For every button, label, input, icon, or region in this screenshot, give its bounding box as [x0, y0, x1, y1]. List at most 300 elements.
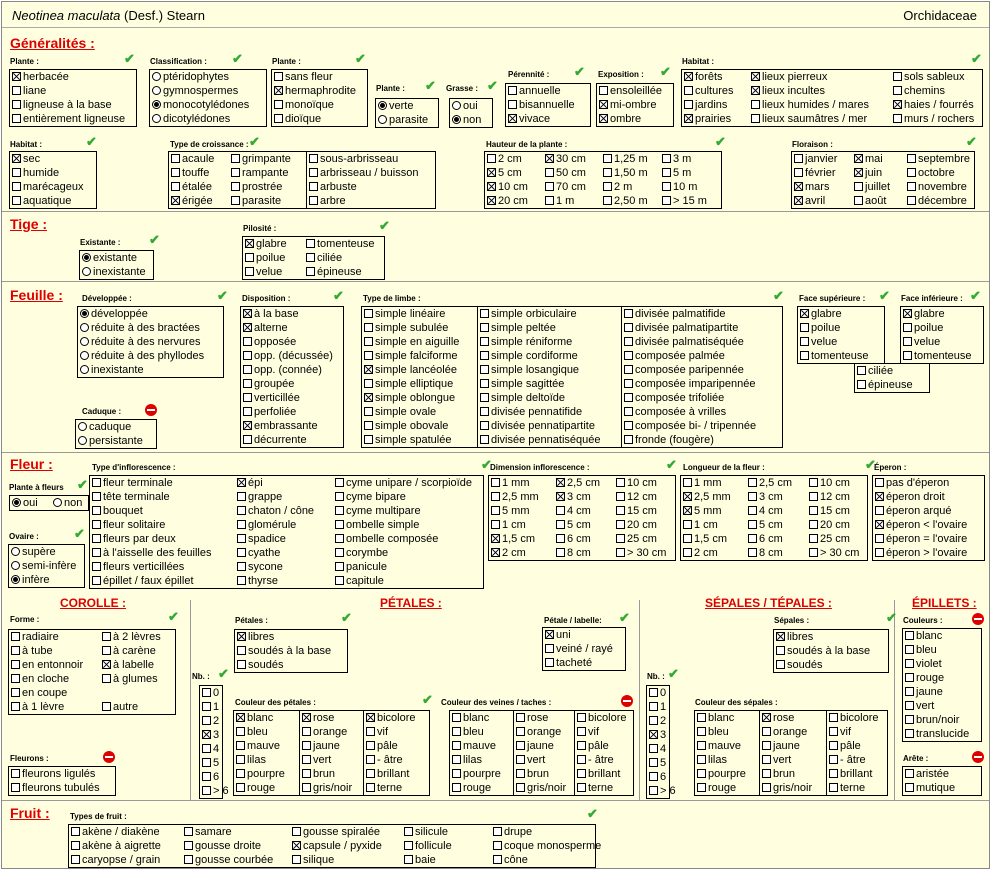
option-vif[interactable]	[577, 726, 599, 739]
option-a-tube[interactable]	[11, 645, 53, 658]
checkbox[interactable]	[102, 702, 111, 711]
option-supere[interactable]	[11, 546, 56, 559]
checkbox[interactable]	[577, 741, 586, 750]
checkbox[interactable]	[102, 660, 111, 669]
checkbox[interactable]	[11, 632, 20, 641]
checkbox[interactable]	[577, 755, 586, 764]
option-orange[interactable]	[516, 726, 561, 739]
checkbox[interactable]	[516, 741, 525, 750]
option-non[interactable]	[452, 114, 481, 127]
option-ligneuse-a-la-base[interactable]	[12, 99, 112, 112]
option-ombelle-composee[interactable]	[335, 533, 438, 546]
checkbox[interactable]	[545, 154, 554, 163]
option-8-cm[interactable]	[748, 547, 783, 560]
checkbox[interactable]	[556, 478, 565, 487]
option-simple-ovale[interactable]	[364, 406, 436, 419]
checkbox[interactable]	[237, 576, 246, 585]
option-1-mm[interactable]	[491, 477, 530, 490]
checkbox[interactable]	[92, 478, 101, 487]
option-glomerule[interactable]	[237, 519, 296, 532]
option-grimpante[interactable]	[231, 153, 291, 166]
checkbox[interactable]	[875, 534, 884, 543]
option-terne[interactable]	[829, 782, 865, 795]
option-cyme-bipare[interactable]	[335, 491, 406, 504]
checkbox[interactable]	[794, 182, 803, 191]
checkbox[interactable]	[493, 827, 502, 836]
option-hermaphrodite[interactable]	[274, 85, 356, 98]
option-bicolore[interactable]	[577, 712, 627, 725]
option-simple-falciforme[interactable]	[364, 350, 458, 363]
checkbox[interactable]	[829, 769, 838, 778]
option-parasite[interactable]	[231, 195, 281, 208]
checkbox[interactable]	[748, 520, 757, 529]
checkbox[interactable]	[102, 646, 111, 655]
checkbox[interactable]	[907, 196, 916, 205]
checkbox[interactable]	[903, 337, 912, 346]
checkbox[interactable]	[92, 506, 101, 515]
checkbox[interactable]	[364, 351, 373, 360]
checkbox[interactable]	[404, 841, 413, 850]
option-capitule[interactable]	[335, 575, 384, 588]
option-2-5-cm[interactable]	[556, 477, 600, 490]
option-reduite-a-des-nervures[interactable]	[80, 336, 200, 349]
radio-button[interactable]	[80, 365, 89, 374]
option-fleurs-verticillees[interactable]	[92, 561, 184, 574]
checkbox[interactable]	[907, 182, 916, 191]
checkbox[interactable]	[366, 727, 375, 736]
checkbox[interactable]	[556, 492, 565, 501]
checkbox[interactable]	[603, 168, 612, 177]
checkbox[interactable]	[302, 727, 311, 736]
option-2[interactable]	[202, 715, 219, 728]
option-4-cm[interactable]	[556, 505, 591, 518]
option-touffe[interactable]	[171, 167, 209, 180]
checkbox[interactable]	[243, 323, 252, 332]
checkbox[interactable]	[875, 478, 884, 487]
option-rose[interactable]	[516, 712, 548, 725]
checkbox[interactable]	[243, 379, 252, 388]
option-humide[interactable]	[12, 167, 59, 180]
option-simple-orbiculaire[interactable]	[480, 308, 577, 321]
checkbox[interactable]	[854, 196, 863, 205]
checkbox[interactable]	[624, 365, 633, 374]
checkbox[interactable]	[302, 755, 311, 764]
checkbox[interactable]	[516, 783, 525, 792]
option-dioique[interactable]	[274, 113, 321, 126]
option-3-cm[interactable]	[556, 491, 591, 504]
option-4[interactable]	[649, 743, 666, 756]
checkbox[interactable]	[292, 855, 301, 864]
checkbox[interactable]	[762, 783, 771, 792]
checkbox[interactable]	[616, 534, 625, 543]
option-1-mm[interactable]	[683, 477, 722, 490]
checkbox[interactable]	[683, 478, 692, 487]
checkbox[interactable]	[309, 154, 318, 163]
option-5-mm[interactable]	[683, 505, 722, 518]
checkbox[interactable]	[683, 548, 692, 557]
option-velue[interactable]	[903, 336, 940, 349]
checkbox[interactable]	[452, 727, 461, 736]
checkbox[interactable]	[748, 478, 757, 487]
option-arbrisseau-buisson[interactable]	[309, 167, 418, 180]
option-chaton-cone[interactable]	[237, 505, 314, 518]
checkbox[interactable]	[309, 196, 318, 205]
checkbox[interactable]	[237, 632, 246, 641]
checkbox[interactable]	[809, 548, 818, 557]
option-reduite-a-des-bractees[interactable]	[80, 322, 200, 335]
option-5-mm[interactable]	[491, 505, 530, 518]
option-fleurs-par-deux[interactable]	[92, 533, 176, 546]
option-jaune[interactable]	[516, 740, 554, 753]
checkbox[interactable]	[776, 632, 785, 641]
radio-button[interactable]	[80, 351, 89, 360]
checkbox[interactable]	[243, 393, 252, 402]
option-4-cm[interactable]	[748, 505, 783, 518]
checkbox[interactable]	[649, 758, 658, 767]
option-1-5-cm[interactable]	[683, 533, 727, 546]
option-caryopse-grain[interactable]	[71, 854, 160, 867]
checkbox[interactable]	[364, 309, 373, 318]
checkbox[interactable]	[516, 769, 525, 778]
option-a-glumes[interactable]	[102, 673, 158, 686]
option-tomenteuse[interactable]	[800, 350, 868, 363]
checkbox[interactable]	[697, 741, 706, 750]
checkbox[interactable]	[202, 730, 211, 739]
option-rose[interactable]	[302, 712, 334, 725]
option-blanc[interactable]	[697, 712, 734, 725]
checkbox[interactable]	[11, 646, 20, 655]
option-veine-raye[interactable]	[545, 643, 613, 656]
option-12-cm[interactable]	[809, 491, 850, 504]
option-vif[interactable]	[829, 726, 851, 739]
checkbox[interactable]	[893, 114, 902, 123]
checkbox[interactable]	[684, 72, 693, 81]
option-mutique[interactable]	[905, 782, 955, 795]
checkbox[interactable]	[905, 645, 914, 654]
option-embrassante[interactable]	[243, 420, 318, 433]
checkbox[interactable]	[905, 729, 914, 738]
option-15-cm[interactable]	[809, 505, 850, 518]
checkbox[interactable]	[905, 659, 914, 668]
checkbox[interactable]	[800, 337, 809, 346]
option-brillant[interactable]	[366, 768, 409, 781]
option-jardins[interactable]	[684, 99, 727, 112]
option-opp-decussee[interactable]	[243, 350, 333, 363]
option-en-entonnoir[interactable]	[11, 659, 83, 672]
option-bicolore[interactable]	[366, 712, 416, 725]
checkbox[interactable]	[480, 309, 489, 318]
checkbox[interactable]	[857, 380, 866, 389]
option-silique[interactable]	[292, 854, 334, 867]
option-8-cm[interactable]	[556, 547, 591, 560]
option-libres[interactable]	[776, 631, 813, 644]
checkbox[interactable]	[577, 713, 586, 722]
checkbox[interactable]	[302, 769, 311, 778]
checkbox[interactable]	[243, 337, 252, 346]
option-tete-terminale[interactable]	[92, 491, 170, 504]
checkbox[interactable]	[829, 783, 838, 792]
option-simple-elliptique[interactable]	[364, 378, 453, 391]
checkbox[interactable]	[245, 267, 254, 276]
option-bicolore[interactable]	[829, 712, 879, 725]
radio-button[interactable]	[80, 309, 89, 318]
checkbox[interactable]	[905, 715, 914, 724]
option-1-50-m[interactable]	[603, 167, 648, 180]
option-avril[interactable]	[794, 195, 825, 208]
option-2-cm[interactable]	[487, 153, 522, 166]
checkbox[interactable]	[854, 168, 863, 177]
option-5-cm[interactable]	[487, 167, 522, 180]
checkbox[interactable]	[245, 239, 254, 248]
radio-button[interactable]	[152, 100, 161, 109]
option-10-cm[interactable]	[809, 477, 850, 490]
option-5-cm[interactable]	[556, 519, 591, 532]
option-radiaire[interactable]	[11, 631, 59, 644]
checkbox[interactable]	[292, 827, 301, 836]
checkbox[interactable]	[907, 154, 916, 163]
option-drupe[interactable]	[493, 826, 532, 839]
option-uni[interactable]	[545, 629, 571, 642]
option-simple-deltoide[interactable]	[480, 392, 565, 405]
checkbox[interactable]	[545, 182, 554, 191]
checkbox[interactable]	[905, 783, 914, 792]
option-pale[interactable]	[366, 740, 398, 753]
option-glabre[interactable]	[800, 308, 842, 321]
checkbox[interactable]	[905, 687, 914, 696]
option-composee-trifoliee[interactable]	[624, 392, 724, 405]
radio-button[interactable]	[12, 498, 21, 507]
option-simple-en-aiguille[interactable]	[364, 336, 459, 349]
option-epi[interactable]	[237, 477, 263, 490]
option-5[interactable]	[202, 757, 219, 770]
option-composee-imparipennee[interactable]	[624, 378, 755, 391]
option-fleur-solitaire[interactable]	[92, 519, 165, 532]
checkbox[interactable]	[516, 727, 525, 736]
option-arbre[interactable]	[309, 195, 346, 208]
checkbox[interactable]	[762, 741, 771, 750]
radio-button[interactable]	[78, 422, 87, 431]
option-1[interactable]	[649, 701, 666, 714]
option-mauve[interactable]	[697, 740, 741, 753]
option-brun[interactable]	[516, 768, 549, 781]
option-cone[interactable]	[493, 854, 528, 867]
checkbox[interactable]	[800, 323, 809, 332]
checkbox[interactable]	[12, 86, 21, 95]
checkbox[interactable]	[893, 72, 902, 81]
option-rouge[interactable]	[697, 782, 736, 795]
option-divisee-pennatipartite[interactable]	[480, 420, 595, 433]
option-mars[interactable]	[794, 181, 829, 194]
option-tachete[interactable]	[545, 657, 592, 670]
checkbox[interactable]	[236, 741, 245, 750]
option-lilas[interactable]	[452, 754, 482, 767]
checkbox[interactable]	[236, 727, 245, 736]
option-a-labelle[interactable]	[102, 659, 154, 672]
checkbox[interactable]	[302, 713, 311, 722]
option-fleurons-ligules[interactable]	[11, 768, 95, 781]
checkbox[interactable]	[491, 548, 500, 557]
checkbox[interactable]	[603, 154, 612, 163]
checkbox[interactable]	[335, 548, 344, 557]
option-pale[interactable]	[829, 740, 861, 753]
checkbox[interactable]	[491, 478, 500, 487]
option-gymnospermes[interactable]	[152, 85, 238, 98]
option-brun[interactable]	[762, 768, 795, 781]
checkbox[interactable]	[292, 841, 301, 850]
checkbox[interactable]	[907, 168, 916, 177]
option-bleu[interactable]	[236, 726, 268, 739]
checkbox[interactable]	[452, 769, 461, 778]
checkbox[interactable]	[516, 713, 525, 722]
checkbox[interactable]	[624, 435, 633, 444]
checkbox[interactable]	[12, 100, 21, 109]
checkbox[interactable]	[92, 576, 101, 585]
option-brillant[interactable]	[829, 768, 872, 781]
checkbox[interactable]	[245, 253, 254, 262]
checkbox[interactable]	[903, 323, 912, 332]
checkbox[interactable]	[202, 716, 211, 725]
checkbox[interactable]	[364, 379, 373, 388]
option-oui[interactable]	[12, 497, 38, 510]
option-akene-diakene[interactable]	[71, 826, 160, 839]
checkbox[interactable]	[829, 727, 838, 736]
checkbox[interactable]	[649, 702, 658, 711]
checkbox[interactable]	[480, 407, 489, 416]
option-simple-obovale[interactable]	[364, 420, 448, 433]
option-follicule[interactable]	[404, 840, 452, 853]
checkbox[interactable]	[12, 72, 21, 81]
option-10-cm[interactable]	[487, 181, 528, 194]
checkbox[interactable]	[364, 421, 373, 430]
option-divisee-pennatisequee[interactable]	[480, 434, 600, 447]
option-2[interactable]	[649, 715, 666, 728]
option-simple-losangique[interactable]	[480, 364, 579, 377]
option-verticillee[interactable]	[243, 392, 300, 405]
option-decembre[interactable]	[907, 195, 967, 208]
checkbox[interactable]	[800, 309, 809, 318]
option-6[interactable]	[649, 771, 666, 784]
option-oui[interactable]	[452, 100, 478, 113]
radio-button[interactable]	[53, 498, 62, 507]
option-opp-connee[interactable]	[243, 364, 322, 377]
option-rouge[interactable]	[905, 672, 944, 685]
option-blanc[interactable]	[905, 630, 942, 643]
checkbox[interactable]	[905, 673, 914, 682]
option-vert[interactable]	[905, 700, 934, 713]
option-25-cm[interactable]	[616, 533, 657, 546]
checkbox[interactable]	[236, 713, 245, 722]
checkbox[interactable]	[366, 741, 375, 750]
checkbox[interactable]	[309, 168, 318, 177]
option-monoique[interactable]	[274, 99, 334, 112]
checkbox[interactable]	[487, 168, 496, 177]
option-pteridophytes[interactable]	[152, 71, 229, 84]
option-sec[interactable]	[12, 153, 40, 166]
option-mai[interactable]	[854, 153, 883, 166]
checkbox[interactable]	[748, 506, 757, 515]
checkbox[interactable]	[624, 309, 633, 318]
checkbox[interactable]	[480, 365, 489, 374]
option-erigee[interactable]	[171, 195, 213, 208]
checkbox[interactable]	[335, 562, 344, 571]
checkbox[interactable]	[480, 435, 489, 444]
option-mauve[interactable]	[236, 740, 280, 753]
checkbox[interactable]	[364, 407, 373, 416]
checkbox[interactable]	[71, 841, 80, 850]
option-brun-noir[interactable]	[905, 714, 959, 727]
option-liane[interactable]	[12, 85, 46, 98]
radio-button[interactable]	[82, 267, 91, 276]
checkbox[interactable]	[545, 196, 554, 205]
option-20-cm[interactable]	[616, 519, 657, 532]
checkbox[interactable]	[893, 86, 902, 95]
checkbox[interactable]	[184, 841, 193, 850]
checkbox[interactable]	[12, 196, 21, 205]
option-eperon-arque[interactable]	[875, 505, 951, 518]
option-glabre[interactable]	[903, 308, 945, 321]
option-tomenteuse[interactable]	[903, 350, 971, 363]
radio-button[interactable]	[78, 436, 87, 445]
option-velue[interactable]	[245, 266, 282, 279]
checkbox[interactable]	[335, 520, 344, 529]
checkbox[interactable]	[243, 435, 252, 444]
option-1-25-m[interactable]	[603, 153, 648, 166]
option-vert[interactable]	[302, 754, 331, 767]
checkbox[interactable]	[577, 769, 586, 778]
option-forets[interactable]	[684, 71, 723, 84]
option-3-m[interactable]	[662, 153, 691, 166]
radio-button[interactable]	[152, 72, 161, 81]
checkbox[interactable]	[684, 86, 693, 95]
checkbox[interactable]	[487, 182, 496, 191]
option-gris-noir[interactable]	[302, 782, 352, 795]
checkbox[interactable]	[854, 182, 863, 191]
option-15-m[interactable]	[662, 195, 707, 208]
checkbox[interactable]	[184, 827, 193, 836]
checkbox[interactable]	[624, 407, 633, 416]
radio-button[interactable]	[152, 86, 161, 95]
checkbox[interactable]	[302, 783, 311, 792]
option-samare[interactable]	[184, 826, 232, 839]
option-2-cm[interactable]	[491, 547, 526, 560]
option-2-cm[interactable]	[683, 547, 718, 560]
option-tomenteuse[interactable]	[306, 238, 374, 251]
checkbox[interactable]	[854, 154, 863, 163]
checkbox[interactable]	[683, 506, 692, 515]
checkbox[interactable]	[545, 630, 554, 639]
checkbox[interactable]	[243, 407, 252, 416]
checkbox[interactable]	[306, 253, 315, 262]
checkbox[interactable]	[599, 86, 608, 95]
checkbox[interactable]	[624, 351, 633, 360]
option-fronde-fougere[interactable]	[624, 434, 714, 447]
option-acaule[interactable]	[171, 153, 214, 166]
checkbox[interactable]	[508, 114, 517, 123]
checkbox[interactable]	[556, 506, 565, 515]
checkbox[interactable]	[545, 644, 554, 653]
option-persistante[interactable]	[78, 435, 143, 448]
option-a-2-levres[interactable]	[102, 631, 161, 644]
option-atre[interactable]	[577, 754, 614, 767]
checkbox[interactable]	[748, 548, 757, 557]
checkbox[interactable]	[364, 393, 373, 402]
option-opposee[interactable]	[243, 336, 296, 349]
checkbox[interactable]	[480, 351, 489, 360]
option-bleu[interactable]	[452, 726, 484, 739]
option-fevrier[interactable]	[794, 167, 836, 180]
option-annuelle[interactable]	[508, 85, 561, 98]
checkbox[interactable]	[12, 114, 21, 123]
